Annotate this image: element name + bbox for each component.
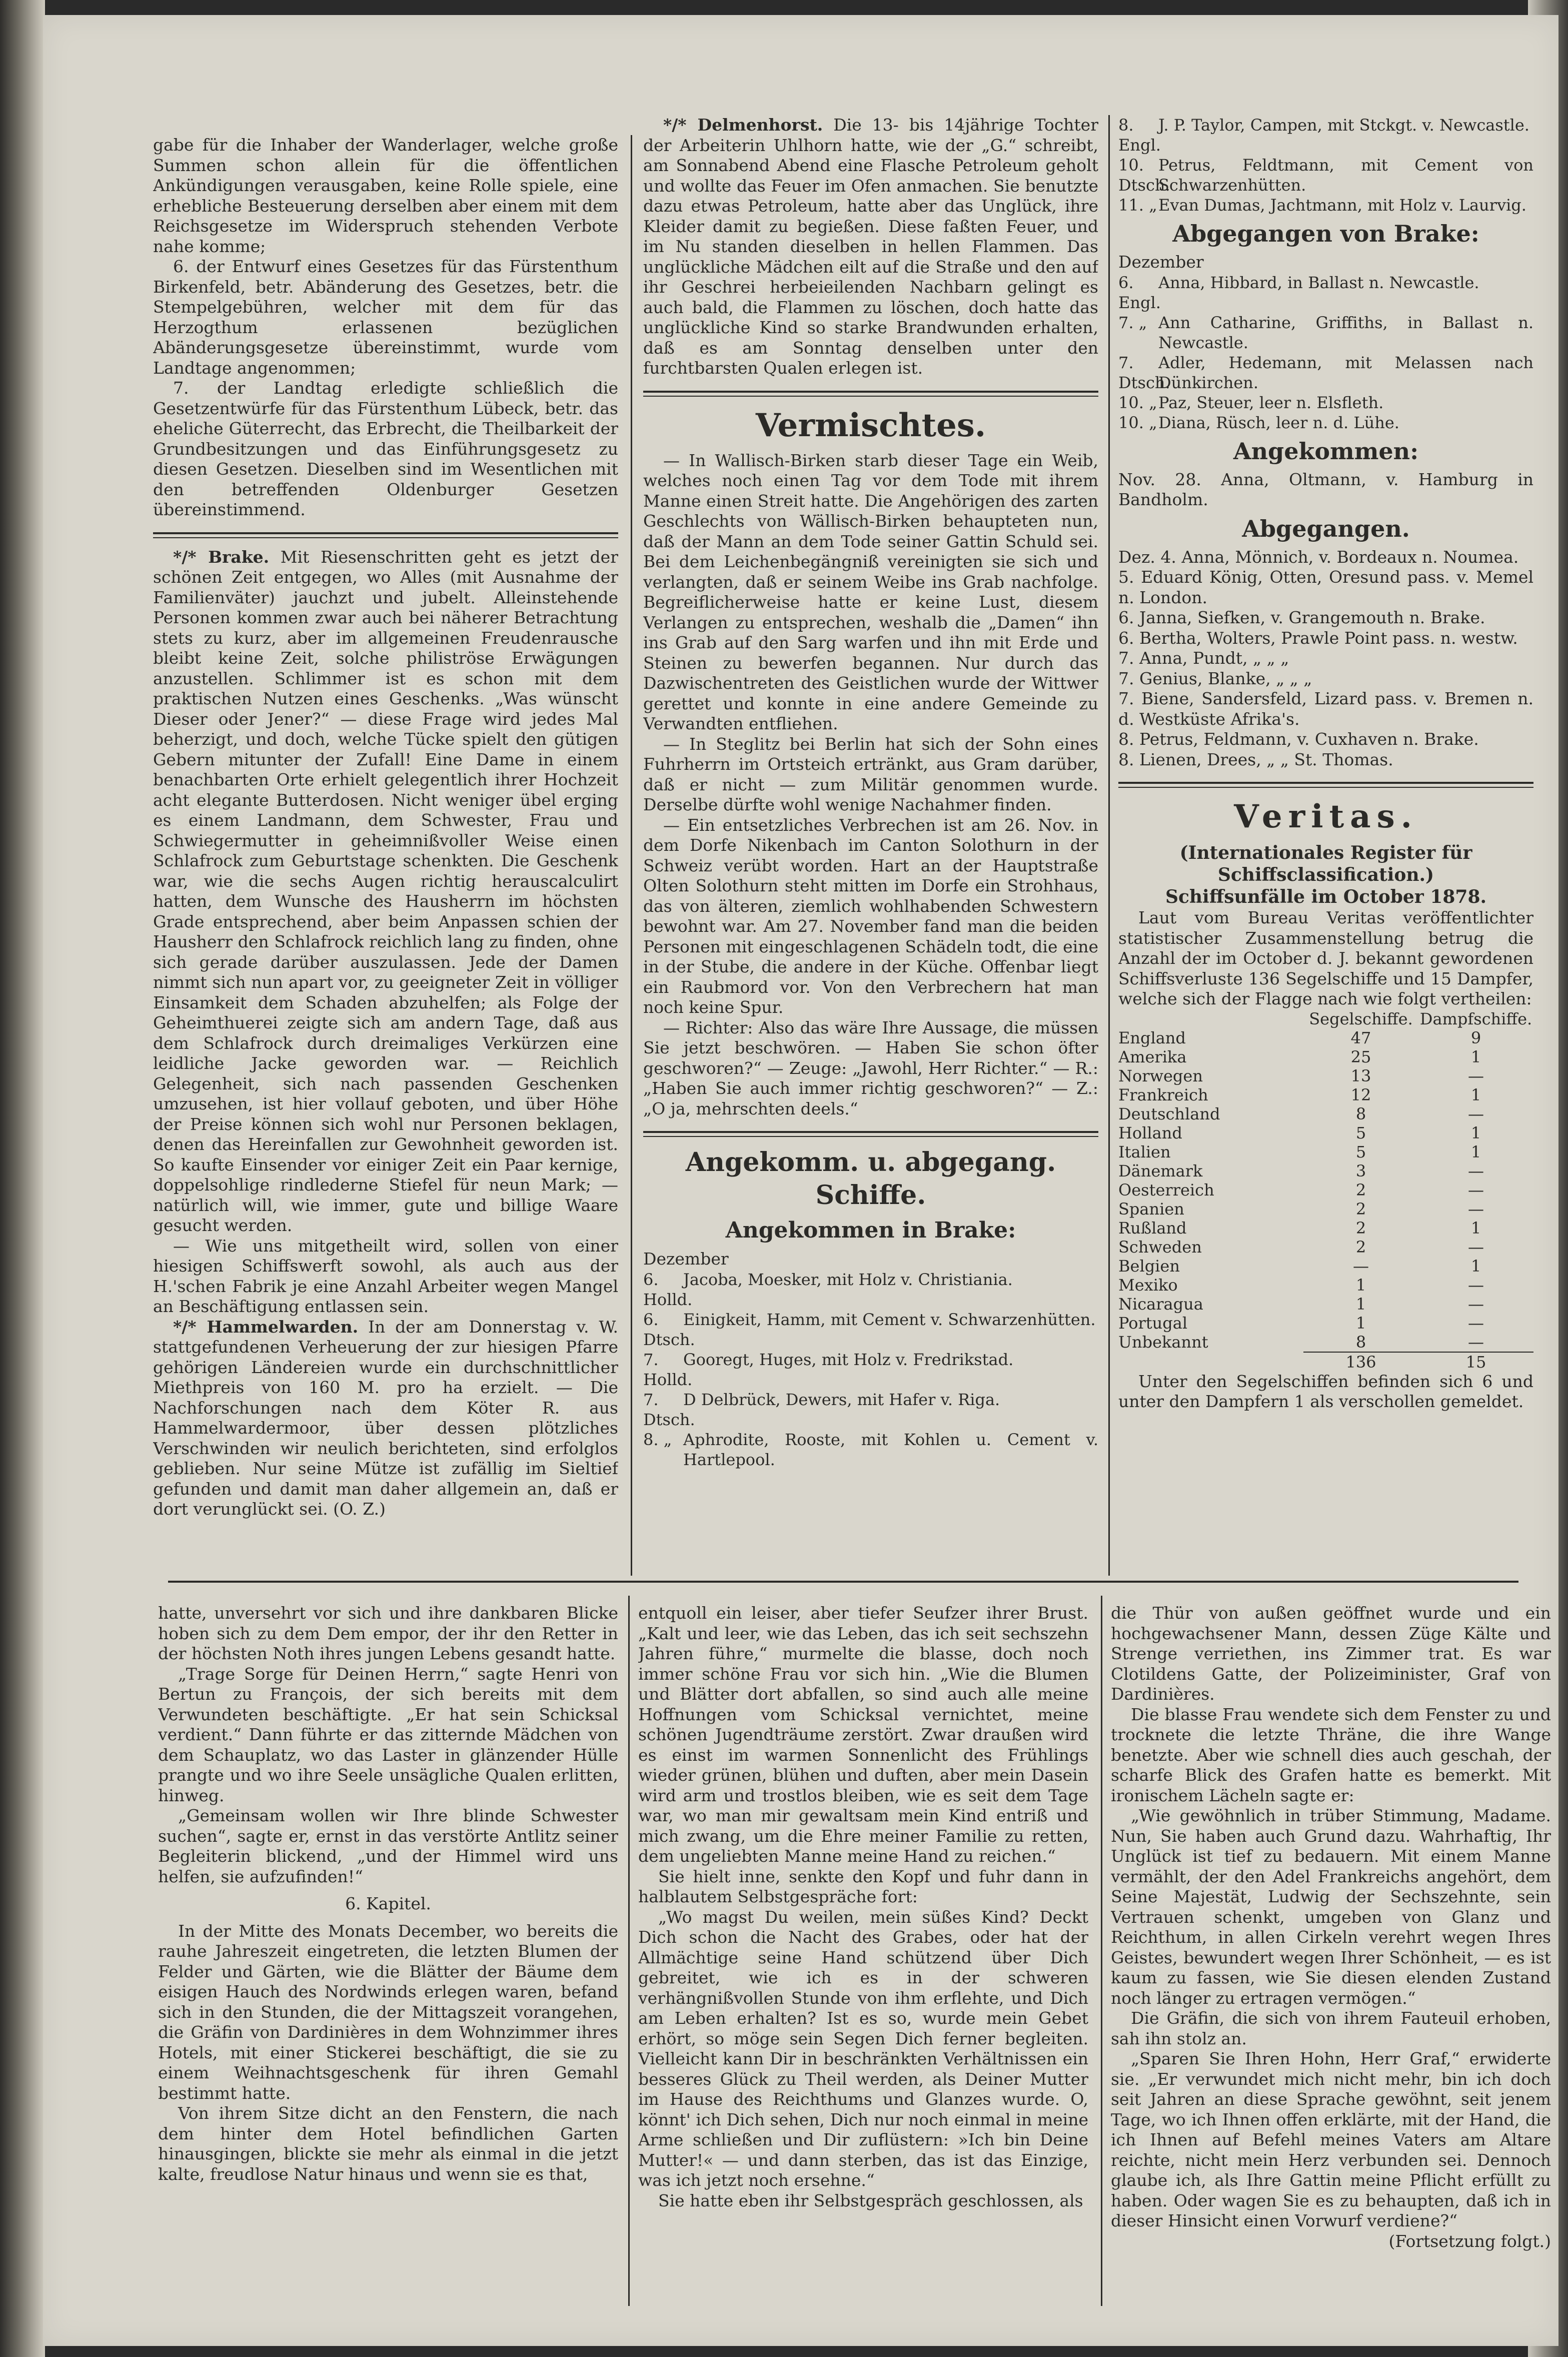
steam-count-cell: — bbox=[1468, 1332, 1484, 1352]
place-heading: */* Delmenhorst. bbox=[663, 115, 823, 135]
ship-date-flag: 8. Engl. bbox=[1118, 116, 1161, 155]
sail-count-cell: 1 bbox=[1355, 1275, 1366, 1295]
ship-details: Einigkeit, Hamm, mit Cement v. Schwarzenhütten. bbox=[683, 1310, 1096, 1329]
sail-count-cell: 1 bbox=[1355, 1313, 1366, 1333]
country-cell: Portugal bbox=[1118, 1313, 1188, 1333]
table-row bbox=[1118, 1276, 1533, 1295]
ship-entry bbox=[643, 1310, 1098, 1350]
ship-date-flag: 7. Dtsch. bbox=[1118, 353, 1170, 392]
sail-count-cell: 25 bbox=[1350, 1047, 1371, 1066]
feuilleton-rule bbox=[168, 1581, 1518, 1583]
ship-entry bbox=[1118, 413, 1533, 433]
loss-statistics-table bbox=[1118, 1009, 1533, 1372]
total-sail: 136 bbox=[1303, 1352, 1418, 1372]
table-row bbox=[1118, 1028, 1533, 1047]
source-signature: (O. Z.) bbox=[333, 1499, 386, 1519]
text-paragraph: In der Mitte des Monats December, wo bereits die rauhe Jahreszeit eingetreten, die letzten Blumen der Felder und Gärten, wie die Blätter der Bäume dem eisigen Hauch des Nordwinds erlegen waren, befand sich in den Stunden, die der Mittagszeit vorangehen, die Gräfin von Dardinières in dem Wohnzimmer ihres Hotels, mit einer Stickerei beschäftigt, die sie zu einem Weihnachtsgeschenk für ihren Gemahl bestimmt hatte. bbox=[158, 1921, 618, 2103]
ship-entry bbox=[1118, 155, 1533, 195]
ship-line: 6. Janna, Siefken, v. Grangemouth n. Brake. bbox=[1118, 608, 1485, 627]
newspaper-page bbox=[43, 15, 1558, 2346]
feuilleton-column-3 bbox=[1111, 1603, 1551, 2313]
text-paragraph: 7. der Landtag erledigte schließlich die Gesetzentwürfe für das Fürstenthum Lübeck, betr. das eheliche Güterrecht, das Erbrecht, die Theilbarkeit der Grundbesitzungen und das Einführungsgesetz zu diesen Gesetzen. Dieselben sind im Wesentlichen mit den betreffenden Oldenburger Gesetzen übereinstimmend. bbox=[153, 378, 618, 519]
text-paragraph: hatte, unversehrt vor sich und ihre dankbaren Blicke hoben sich zu dem Dem empor, der ihr den Retter in der höchsten Noth ihres jungen Lebens gesandt hatte. bbox=[158, 1603, 618, 1663]
steam-count-cell: — bbox=[1468, 1199, 1484, 1219]
place-heading: */* Brake. bbox=[173, 547, 270, 567]
steam-count-cell: — bbox=[1468, 1294, 1484, 1314]
steam-count-cell: 9 bbox=[1470, 1028, 1481, 1047]
country-cell: Mexiko bbox=[1118, 1275, 1178, 1295]
feuilleton-column-2 bbox=[638, 1603, 1088, 2313]
table-row bbox=[1118, 1219, 1533, 1238]
ship-details: Adler, Hedemann, mit Melassen nach Dünkirchen. bbox=[1158, 353, 1533, 392]
section-title-vermischtes: Vermischtes. bbox=[755, 406, 986, 444]
month-label: Dezember bbox=[1118, 252, 1204, 272]
ship-date-flag: 10. „ bbox=[1118, 413, 1157, 432]
steam-count-cell: 1 bbox=[1470, 1047, 1481, 1066]
ship-date-flag: 10. Dtsch. bbox=[1118, 156, 1170, 195]
country-cell: Spanien bbox=[1118, 1199, 1184, 1219]
ship-line: 6. Bertha, Wolters, Prawle Point pass. n. westw. bbox=[1118, 628, 1518, 648]
ship-date-flag: 10. „ bbox=[1118, 393, 1157, 412]
steam-count-cell: — bbox=[1468, 1275, 1484, 1295]
ship-details: J. P. Taylor, Campen, mit Stckgt. v. Newcastle. bbox=[1158, 116, 1529, 135]
text-paragraph: „Trage Sorge für Deinen Herrn,“ sagte Henri von Bertun zu François, der sich bereits mit dem Verwundeten beschäftigte. „Er hat sein Schicksal verdient.“ Dann führte er das zitternde Mädchen von dem Schauplatz, wo das Laster in glänzender Hülle prangte und wo ihre Seele unsägliche Qualen erlitten, hinweg. bbox=[158, 1664, 618, 1805]
text-paragraph: „Gemeinsam wollen wir Ihre blinde Schwester suchen“, sagte er, ernst in das verstörte Antlitz seiner Begleiterin blickend, „und der Himmel wird uns helfen, sie aufzufinden!“ bbox=[158, 1806, 618, 1886]
steam-count-cell: 1 bbox=[1470, 1085, 1481, 1104]
ship-date-flag: 7. „ bbox=[1118, 313, 1147, 332]
arrived-heading: Angekommen in Brake: bbox=[725, 1218, 1016, 1243]
ship-line: 8. Petrus, Feldmann, v. Cuxhaven n. Brake. bbox=[1118, 729, 1479, 749]
sail-count-cell: 8 bbox=[1355, 1104, 1366, 1123]
ship-date-flag: 6. Dtsch. bbox=[643, 1310, 695, 1349]
country-cell: Italien bbox=[1118, 1142, 1171, 1161]
ship-line: 5. Eduard König, Otten, Oresund pass. v. Memel n. London. bbox=[1118, 567, 1533, 607]
sail-count-cell: 5 bbox=[1355, 1123, 1366, 1142]
ship-date-flag: 7. Holld. bbox=[643, 1350, 693, 1389]
section-title-ships: Angekomm. u. abgegang. Schiffe. bbox=[685, 1147, 1056, 1211]
ship-details: Jacoba, Moesker, mit Holz v. Christiania. bbox=[683, 1270, 1013, 1289]
table-row bbox=[1118, 1161, 1533, 1181]
ship-details: Paz, Steuer, leer n. Elsfleth. bbox=[1158, 393, 1384, 412]
text-paragraph: „Wie gewöhnlich in trüber Stimmung, Madame. Nun, Sie haben auch Grund dazu. Wahrhaftig, Ihr Unglück ist tief zu bedauern. Mit einem Manne vermählt, der den Adel Frankreichs angehört, dem Seine Majestät, Ludwig der Sechszehnte, sein Vertrauen schenkt, umgeben von Glanz und Reichthum, in allen Cirkeln verehrt wegen Ihres Geistes, bewundert wegen Ihrer Schönheit, — es ist kaum zu fassen, wie Sie diesen elenden Zustand noch länger zu ertragen vermögen.“ bbox=[1111, 1806, 1551, 2008]
text-paragraph: — Wie uns mitgetheilt wird, sollen von einer hiesigen Schiffswerft sowohl, als auch aus der H.'schen Fabrik je eine Anzahl Arbeiter wegen Mangel an Beschäftigung entlassen sein. bbox=[153, 1236, 618, 1316]
text-paragraph: „Wo magst Du weilen, mein süßes Kind? Deckt Dich schon die Nacht des Grabes, oder hat der Allmächtige seine Hand schützend über Dich gebreitet, wie ich es in der schweren verhängnißvollen Stunde von ihm erflehte, und Dich am Leben erhalten? Ist es so, wurde mein Gebet erhört, so möge sein Segen Dich ferner begleiten. Vielleicht kann Dir in beschränkten Verhältnissen ein besseres Glück zu Theil werden, als Deiner Mutter im Hause des Reichthums und Glanzes wurde. O, könnt' ich Dich sehen, Dich nur noch einmal in meine Arme schließen und Dir zuflüstern: »Ich bin Deine Mutter!« — und dann sterben, das ist das Einzige, was ich jetzt noch ersehne.“ bbox=[638, 1907, 1088, 2190]
departed-heading: Abgegangen von Brake: bbox=[1172, 220, 1479, 247]
ship-line: Nov. 28. Anna, Oltmann, v. Hamburg in Bandholm. bbox=[1118, 469, 1533, 509]
column-rule bbox=[1101, 1596, 1102, 2306]
ship-entry bbox=[1118, 393, 1533, 413]
ship-details: Evan Dumas, Jachtmann, mit Holz v. Laurvig. bbox=[1158, 196, 1526, 215]
table-row bbox=[1118, 1238, 1533, 1257]
country-cell: Dänemark bbox=[1118, 1161, 1203, 1181]
table-row bbox=[1118, 1181, 1533, 1200]
ship-entry bbox=[1118, 353, 1533, 393]
text-paragraph: — In Steglitz bei Berlin hat sich der Sohn eines Fuhrherrn im Ortsteich ertränkt, aus Gram darüber, daß er nicht — zum Militär genommen wurde. Derselbe dürfte wohl wenige Nachahmer finden. bbox=[643, 734, 1098, 814]
month-label: Dezember bbox=[643, 1249, 729, 1269]
country-cell: Belgien bbox=[1118, 1256, 1180, 1276]
sail-count-cell: 1 bbox=[1355, 1294, 1366, 1314]
ship-entry bbox=[643, 1430, 1098, 1470]
ship-date-flag: 6. Holld. bbox=[643, 1270, 693, 1309]
ship-details: Diana, Rüsch, leer n. d. Lühe. bbox=[1158, 413, 1399, 432]
text-paragraph: Von ihrem Sitze dicht an den Fenstern, die nach dem hinter dem Hotel befindlichen Garten hinausgingen, blickte sie mehr als einmal in die jetzt kalte, freudlose Natur hinaus und wenn sie es that, bbox=[158, 2103, 618, 2184]
arrived-heading: Angekommen: bbox=[1233, 437, 1419, 465]
text-paragraph: Unter den Segelschiffen befinden sich 6 und unter den Dampfern 1 als verschollen gemeldet. bbox=[1118, 1371, 1533, 1411]
book-binding bbox=[0, 0, 45, 2357]
ship-list bbox=[1118, 273, 1533, 433]
text-paragraph: Sie hatte eben ihr Selbstgespräch geschlossen, als bbox=[658, 2190, 1083, 2210]
ship-date-flag: 8. „ bbox=[643, 1430, 672, 1449]
place-heading: */* Hammelwarden. bbox=[173, 1317, 359, 1337]
country-cell: Unbekannt bbox=[1118, 1333, 1208, 1352]
ship-entry bbox=[643, 1350, 1098, 1390]
country-cell: Holland bbox=[1118, 1123, 1182, 1142]
text-paragraph: Die 13- bis 14jährige Tochter der Arbeiterin Uhlhorn hatte, wie der „G.“ schreibt, am Sonnabend Abend eine Flasche Petroleum geholt und wollte das Feuer im Ofen anmachen. Sie benutzte dazu etwas Petroleum, hatte aber das Unglück, ihre Kleider damit zu begießen. Diese faßten Feuer, und im Nu standen dieselben in hellen Flammen. Das unglückliche Mädchen eilt auf die Straße und den auf ihr Geschrei herbeieilenden Nachbarn gelingt es auch bald, die Flammen zu löschen, doch hatte das unglückliche Kind so starke Brandwunden erhalten, daß es am Sonntag denselben unter den furchtbarsten Qualen erlegen ist. bbox=[643, 115, 1098, 378]
text-paragraph: die Thür von außen geöffnet wurde und ein hochgewachsener Mann, dessen Züge Kälte und Strenge verriethen, ins Zimmer trat. Es war Clotildens Gatte, der Polizeiminister, Graf von Dardinières. bbox=[1111, 1603, 1551, 1704]
country-cell: Nicaragua bbox=[1118, 1294, 1203, 1314]
section-divider bbox=[643, 1131, 1098, 1137]
ship-details: Anna, Hibbard, in Ballast n. Newcastle. bbox=[1158, 273, 1479, 292]
section-divider bbox=[643, 391, 1098, 397]
column-rule bbox=[631, 135, 632, 1576]
departed-heading: Abgegangen. bbox=[1242, 515, 1410, 542]
column-1 bbox=[153, 135, 618, 1581]
country-cell: England bbox=[1118, 1028, 1186, 1047]
section-title-veritas: Veritas. bbox=[1234, 798, 1418, 835]
ship-details: D Delbrück, Dewers, mit Hafer v. Riga. bbox=[683, 1390, 1000, 1409]
steam-count-cell: 1 bbox=[1470, 1123, 1481, 1142]
table-row bbox=[1118, 1104, 1533, 1123]
table-row bbox=[1118, 1123, 1533, 1142]
sail-count-cell: 12 bbox=[1350, 1085, 1371, 1104]
text-paragraph: gabe für die Inhaber der Wanderlager, welche große Summen schon allein für die öffentlichen Ankündigungen verausgaben, keine Rolle spiele, eine erhebliche Besteuerung derselben aber einem mit dem Reichsgesetze im Widerspruch stehenden Verbote nahe komme; bbox=[153, 135, 618, 256]
veritas-subtitle: (Internationales Register für Schiffsclassification.) bbox=[1179, 842, 1472, 885]
text-paragraph: Laut vom Bureau Veritas veröffentlichter statistischer Zusammenstellung betrug die Anzahl der im October d. J. bekannt gewordenen Schiffsverluste 136 Segelschiffe und 15 Dampfer, welche sich der Flagge nach wie folgt vertheilen: bbox=[1118, 908, 1533, 1008]
ship-details: Aphrodite, Rooste, mit Kohlen u. Cement v. Hartlepool. bbox=[683, 1430, 1098, 1469]
ship-line: 7. Anna, Pundt, „ „ „ bbox=[1118, 648, 1289, 668]
country-cell: Norwegen bbox=[1118, 1066, 1203, 1085]
table-row bbox=[1118, 1142, 1533, 1161]
sail-count-cell: — bbox=[1353, 1256, 1369, 1276]
veritas-subtitle-2: Schiffsunfälle im October 1878. bbox=[1165, 886, 1487, 907]
ship-entry bbox=[1118, 273, 1533, 313]
sail-count-cell: 47 bbox=[1350, 1028, 1371, 1047]
steam-count-cell: — bbox=[1468, 1313, 1484, 1333]
steam-count-cell: — bbox=[1468, 1237, 1484, 1257]
ship-details: Ann Catharine, Griffiths, in Ballast n. Newcastle. bbox=[1158, 313, 1533, 352]
ship-entry bbox=[1118, 313, 1533, 353]
column-header: Dampfschiffe. bbox=[1419, 1009, 1532, 1028]
table-row bbox=[1118, 1085, 1533, 1104]
ship-list bbox=[1118, 115, 1533, 215]
ship-details: Petrus, Feldtmann, mit Cement von Schwarzenhütten. bbox=[1158, 156, 1533, 195]
ship-date-flag: 11. „ bbox=[1118, 196, 1157, 215]
sail-count-cell: 2 bbox=[1355, 1218, 1366, 1238]
country-cell: Oesterreich bbox=[1118, 1180, 1214, 1200]
steam-count-cell: 1 bbox=[1470, 1142, 1481, 1161]
column-3 bbox=[1118, 115, 1533, 1576]
ship-line: 7. Genius, Blanke, „ „ „ bbox=[1118, 668, 1312, 688]
table-row bbox=[1118, 1295, 1533, 1314]
feuilleton-column-1 bbox=[158, 1603, 618, 2313]
ship-details: Gooregt, Huges, mit Holz v. Fredrikstad. bbox=[683, 1350, 1014, 1369]
table-row bbox=[1118, 1066, 1533, 1085]
ship-line: 7. Biene, Sandersfeld, Lizard pass. v. Bremen n. d. Westküste Afrika's. bbox=[1118, 689, 1533, 729]
text-paragraph: Die blasse Frau wendete sich dem Fenster zu und trocknete die letzte Thräne, die ihre Wange benetzte. Aber wie schnell dies auch geschah, der scharfe Blick des Grafen hatte es bemerkt. Mit ironischem Lächeln sagte er: bbox=[1111, 1704, 1551, 1805]
ship-entry bbox=[1118, 195, 1533, 215]
steam-count-cell: — bbox=[1468, 1180, 1484, 1200]
section-divider bbox=[1118, 782, 1533, 788]
text-paragraph: — Richter: Also das wäre Ihre Aussage, die müssen Sie jetzt beschwören. — Haben Sie schon öfter geschworen?“ — Zeuge: „Jawohl, Herr Richter.“ — R.: „Haben Sie auch immer richtig geschworen?“ — Z.: „O ja, mehrschten deels.“ bbox=[643, 1017, 1098, 1118]
ship-line: 8. Lienen, Drees, „ „ St. Thomas. bbox=[1118, 749, 1393, 769]
table-row bbox=[1118, 1314, 1533, 1333]
table-row bbox=[1118, 1257, 1533, 1276]
sail-count-cell: 2 bbox=[1355, 1237, 1366, 1257]
country-cell: Amerika bbox=[1118, 1047, 1187, 1066]
ship-entry bbox=[1118, 115, 1533, 155]
country-cell: Rußland bbox=[1118, 1218, 1187, 1238]
country-cell: Frankreich bbox=[1118, 1085, 1208, 1104]
ship-date-flag: 6. Engl. bbox=[1118, 273, 1161, 312]
text-paragraph: — Ein entsetzliches Verbrechen ist am 26. Nov. in dem Dorfe Nikenbach im Canton Solothurn in der Schweiz verübt worden. Hart an der Hauptstraße Olten Solothurn steht mitten im Dorfe ein Strohhaus, das von älteren, ziemlich wohlhabenden Schwestern bewohnt war. Am 27. November fand man die beiden Personen mit eingeschlagenen Schädeln todt, die eine in der Stube, die andere in der Küche. Offenbar liegt ein Raubmord vor. Von den Verbrechern hat man noch keine Spur. bbox=[643, 815, 1098, 1017]
sail-count-cell: 3 bbox=[1355, 1161, 1366, 1181]
steam-count-cell: 1 bbox=[1470, 1256, 1481, 1276]
sail-count-cell: 8 bbox=[1355, 1332, 1366, 1352]
country-cell: Schweden bbox=[1118, 1237, 1202, 1257]
ship-line: Dez. 4. Anna, Mönnich, v. Bordeaux n. Noumea. bbox=[1118, 547, 1519, 567]
steam-count-cell: — bbox=[1468, 1104, 1484, 1123]
text-paragraph: Die Gräfin, die sich von ihrem Fauteuil erhoben, sah ihn stolz an. bbox=[1111, 2008, 1551, 2048]
text-paragraph: entquoll ein leiser, aber tiefer Seufzer ihrer Brust. „Kalt und leer, wie das Leben, das ich seit sechszehn Jahren führe,“ murmelte die blasse, doch noch immer schöne Frau vor sich hin. „Wie die Blumen und Blätter dort abfallen, so sind auch alle meine Hoffnungen vom Schicksal vernichtet, meine schönen Jugendträume zerstört. Zwar draußen wird es einst im warmen Sonnenlicht des Frühlings wieder grünen, blühen und duften, aber mein Dasein wird arm und trostlos bleiben, wie es seit dem Tage war, wo man mir gewaltsam mein Kind entriß und mich zwang, um die Ehre meiner Familie zu retten, dem ungeliebten Manne meine Hand zu reichen.“ bbox=[638, 1603, 1088, 1866]
text-paragraph: — In Wallisch-Birken starb dieser Tage ein Weib, welches noch einen Tag vor dem Tode mit ihrem Manne einen Streit hatte. Die Angehörigen des zarten Geschlechts von Wällisch-Birken behaupteten nun, daß der Mann an dem Tode seiner Gattin Schuld sei. Bei dem Leichenbegängniß vereinigten sie sich und verlangten, daß er seinem Weibe ins Grab nachfolge. Begreiflicherweise hatte er keine Lust, diesem Verlangen zu entsprechen, weshalb die „Damen“ ihn ins Grab auf den Sarg warfen und ihn mit Erde und Steinen zu bewerfen begannen. Nur durch das Dazwischentreten des Geistlichen wurde der Wittwer gerettet und konnte in eine andere Gemeinde zu Verwandten entfliehen. bbox=[643, 450, 1098, 733]
table-row bbox=[1118, 1333, 1533, 1352]
ship-list bbox=[1118, 547, 1533, 770]
text-paragraph: 6. der Entwurf eines Gesetzes für das Fürstenthum Birkenfeld, betr. Abänderung des Gesetzes, betr. die Stempelgebühren, welcher mit dem für das Herzogthum erlassenen bezüglichen Abänderungsgesetze übereinstimmt, wurde vom Landtage angenommen; bbox=[153, 257, 618, 378]
total-steam: 15 bbox=[1418, 1352, 1533, 1372]
sail-count-cell: 2 bbox=[1355, 1180, 1366, 1200]
ship-list bbox=[643, 1270, 1098, 1470]
text-paragraph: Sie hielt inne, senkte den Kopf und fuhr dann in halblautem Selbstgespräche fort: bbox=[638, 1866, 1088, 1906]
steam-count-cell: 1 bbox=[1470, 1218, 1481, 1238]
steam-count-cell: — bbox=[1468, 1066, 1484, 1085]
column-rule bbox=[1108, 115, 1110, 1576]
text-paragraph: „Sparen Sie Ihren Hohn, Herr Graf,“ erwiderte sie. „Er verwundet mich nicht mehr, bin ich doch seit Jahren an diese Sprache gewöhnt, seit jenem Tage, wo ich Ihnen offen erklärte, mit der Hand, die ich Ihnen auf Befehl meines Vaters am Altare reichte, nicht mein Herz verbunden sei. Dennoch glaube ich, als Ihre Gattin meine Pflicht erfüllt zu haben. Oder wagen Sie es zu behaupten, daß ich in dieser Hinsicht einen Vorwurf verdiene?“ bbox=[1111, 2049, 1551, 2230]
steam-count-cell: — bbox=[1468, 1161, 1484, 1181]
sail-count-cell: 2 bbox=[1355, 1199, 1366, 1219]
section-divider bbox=[153, 532, 618, 538]
column-header: Segelschiffe. bbox=[1309, 1009, 1413, 1028]
country-cell: Deutschland bbox=[1118, 1104, 1220, 1123]
table-row bbox=[1118, 1200, 1533, 1219]
ship-entry bbox=[643, 1270, 1098, 1310]
table-row bbox=[1118, 1047, 1533, 1066]
column-rule bbox=[628, 1596, 630, 2306]
text-paragraph: Mit Riesenschritten geht es jetzt der schönen Zeit entgegen, wo Alles (mit Ausnahme der Familienväter) jauchzt und jubelt. Alleinstehende Personen kommen zwar auch bei näherer Betrachtung stets zu kurz, aber im allgemeinen Freudenrausche bleibt keine Zeit, solche philiströse Erwägungen anzustellen. Schlimmer ist es schon mit dem praktischen Nutzen eines Geschenks. „Was wünscht Dieser oder Jener?“ — diese Frage wird jedes Mal beherzigt, und doch, welche Tücke spielt den gütigen Gebern mitunter der Zufall! Eine Dame in einem benachbarten Orte erhielt gelegentlich ihrer Hochzeit acht elegante Butterdosen. Nicht weniger übel erging es einem Landmann, dem Schwester, Frau und Schwiegermutter in geheimnißvoller Weise einen Schlafrock zum Geburtstage schenkten. Die Geschenk war, wie die sechs Augen richtig herauscalculirt hatten, dem Wunsche des Hausherrn im höchsten Grade entsprechend, aber beim Anpassen schien der Hausherr den Schlafrock reichlich lang zu finden, ohne sich gerade darüber auszulassen. Jede der Damen nimmt sich nun apart vor, zu geeigneter Zeit in völliger Einsamkeit dem Schaden abzuhelfen; als Folge der Geheimthuerei zeigte sich am andern Tage, daß aus dem Schlafrock durch dreimaliges Verkürzen eine leidliche Jacke geworden war. — Reichlich Gelegenheit, sich nach passenden Geschenken umzusehen, ist hier vollauf geboten, und über Höhe der Preise können sich wohl nur Personen beklagen, denen das Hereinfallen zur Gewohnheit geworden ist. So kaufte Einsender vor einiger Zeit ein Paar kernige, doppelsohlige rindlederne Stiefel für neun Mark; — natürlich will, wie immer, gute und billige Waare gesucht werden. bbox=[153, 547, 618, 1235]
continuation-note: (Fortsetzung folgt.) bbox=[1388, 2231, 1551, 2251]
column-2 bbox=[643, 115, 1098, 1576]
sail-count-cell: 13 bbox=[1350, 1066, 1371, 1085]
text-paragraph: In der am Donnerstag v. W. stattgefundenen Verheuerung der zur hiesigen Pfarre gehörigen Ländereien wurde ein durchschnittlicher Miethpreis von 160 M. pro ha erzielt. — Die Nachforschungen nach dem Köter R. aus Hammelwardermoor, über dessen plötzliches Verschwinden wir neulich berichteten, sind erfolglos geblieben. Nur seine Mütze ist zufällig im Sieltief gefunden und damit man daher allgemein an, daß er dort verunglückt sei. bbox=[153, 1317, 618, 1519]
sail-count-cell: 5 bbox=[1355, 1142, 1366, 1161]
ship-date-flag: 7. Dtsch. bbox=[643, 1390, 695, 1429]
ship-entry bbox=[643, 1390, 1098, 1430]
chapter-heading: 6. Kapitel. bbox=[345, 1894, 431, 1913]
